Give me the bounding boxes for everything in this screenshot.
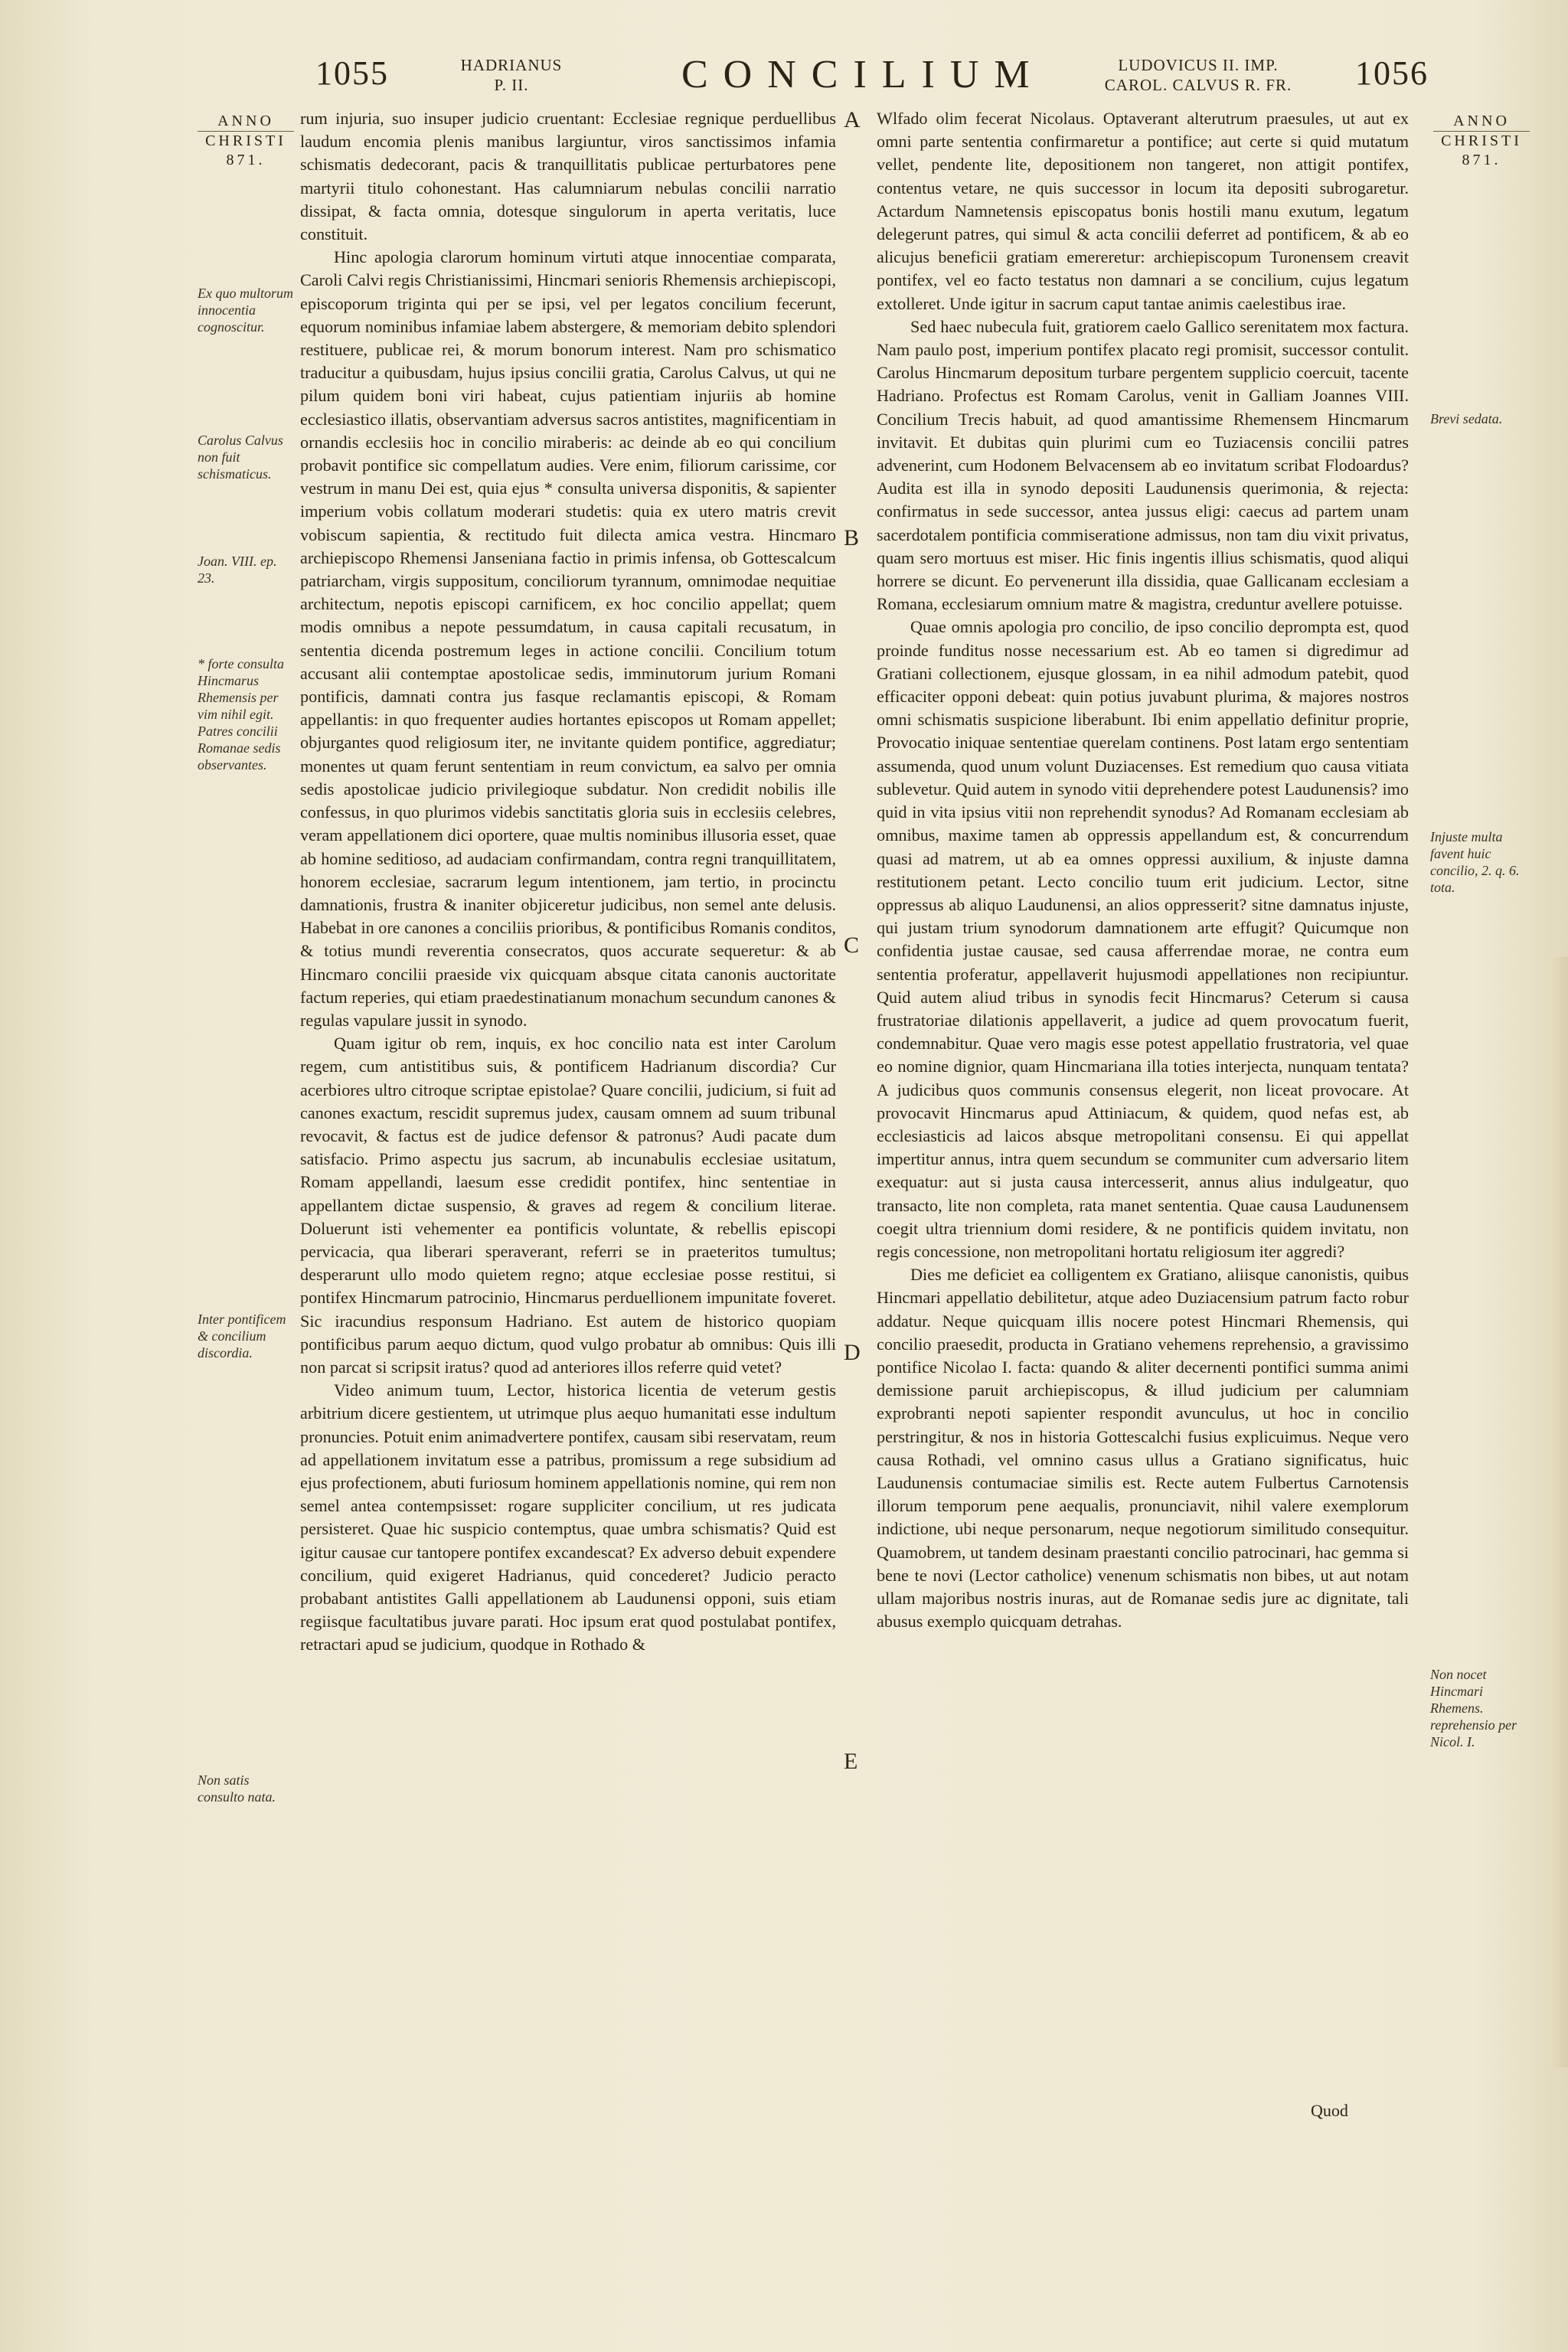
section-letter-e: E — [844, 1749, 858, 1774]
anno-christi-left — [198, 112, 294, 170]
left-paragraph-1: rum injuria, suo insuper judicio cruentant: Ecclesiae regnique perduellibus laudum encomia plenis manibus largiuntur, viros sanctissimos infamia schismatis dedecorant, pacis & tranquillitatis publicae perturbatores pene martyrii titulo cohonestant. Has calumniarum nebulas concilii narratio dissipat, & facta omnia, dotesque singulorum in aperta veritatis, luce constituit. — [300, 109, 836, 244]
section-letter-a: A — [844, 107, 861, 132]
anno-right-line3: 871. — [1462, 152, 1501, 168]
page-number-left: 1055 — [315, 54, 389, 92]
left-paragraph-3: Quam igitur ob rem, inquis, ex hoc concilio nata est inter Carolum regem, cum antistitibus suis, & pontificem Hadrianum discordia? Cur acerbiores ultro citroque scriptae epistolae? Quare concilii, judicium, si fuit ad canones exactum, rescidit supremus judex, causam omnem ad suum tribunal revocavit, & factus est de judice defensor & patronus? Audi pacate dum satisfacio. Primo aspectu jus sacrum, ab incunabulis ecclesiae usitatum, Romam appellandi, laesum esse credidit pontifex, hinc sententiae in appellantem dictae suspensio, & graves ad regem & concilium literae. Doluerunt isti vehementer ea pontificis voluntate, & rebellis episcopi pervicacia, qua liberari speraverant, referri se in praeteritos tumultus; desperarunt ullo modo quietem regno; atque ecclesiae posse restitui, si pontifex Hincmarum patrocinio, Hincmarus perduellionem impunitate foveret. Sic iracundius responsum Hadriano. Est autem de historico quopiam pontificibus parum aequo dictum, quod vulgo probatur ab omnibus: Quis illi non parcat si scripsit iratus? quod ad anteriores illos referre quid vetet? — [300, 1034, 836, 1377]
left-paragraph-2: Hinc apologia clarorum hominum virtuti atque innocentiae comparata, Caroli Calvi regis Christianissimi, Hincmari senioris Rhemensis archiepiscopi, episcoporum triginta qui per se ipsi, vel per legatos concilium fecerunt, equorum nominibus infamiae labem abstergere, & memoriam debito splendori restituere, publicae rei, & morum bonorum interest. Nam pro schismatico traducitur a quibusdam, hujus ipsius concilii gratia, Carolus Calvus, ut qui ne pilum quidem boni viri habeat, cujus patientiam injuriis ab homine ecclesiastico illatis, observantiam adversus sacros antistites, magnificentiam in ornandis ecclesiis hoc in concilio miraberis: ac deinde ab eo qui concilium probavit pontifice sic compellatum audies. Vere enim, filiorum carissime, cor vestrum in manu Dei est, quia ejus * consulta universa disponitis, & sapienter imperium vobis collatum moderari studetis: quia ex utero matris crevit vobiscum sapientia, & rectitudo fuit dilecta amica vestra. Hincmaro archiepiscopo Rhemensi Janseniana factio in primis infensa, ob Gottescalcum patriarcham, virgis suppositum, conciliorum tyrannum, omnimodae nequitiae architectum, nepotis episcopi carnificem, ex hoc concilio appellat; quem modis omnibus a nepote pessumdatum, in causa capitali recusatum, in sententia dicenda postremum leges in actione concilii. Concilium totum accusant alii contemptae apostolicae sedis, imminutorum jurium Romani pontificis, damnati contra jus fasque reclamantis episcopi, & Romam appellantis: in quo frequenter audies hortantes episcopos ut Romam appellet; objurgantes quod religiosum iter, ne invitante quidem pontifice, aggrediatur; monentes ut quam ferunt sententiam in reum convictum, ea salvo per omnia sedis apostolicae judicio privilegioque subdatur. Non credidit nobilis ille confessus, in quo plurimos videbis sanctitatis gloria suis in ecclesiis celebres, veram appellationem dici oportere, quae multis nominibus illusoria esset, quae ab homine seditioso, ad audaciam confirmandam, contra regni tranquillitatem, honorem ecclesiae, sacrarum legum intentionem, jam tertio, in procinctu damnationis, frustra & inaniter objiceretur judicibus, non semel ante delusis. Habebat in ore canones a conciliis prioribus, & pontificibus Romanis conditos, & totius mundi reverentia consecratos, quos accurate sequeretur: & ab Hincmaro concilii praeside vix quicquam absque citata canonis auctoritate factum reperies, qui etiam praedestinatianum monachum secundum canones & regulas vapulare jussit in synodo. — [300, 247, 837, 1030]
section-letter-b: B — [844, 525, 860, 550]
left-running-head — [458, 55, 565, 95]
page-number-right: 1056 — [1355, 54, 1429, 92]
right-paragraph-1: Wlfado olim fecerat Nicolaus. Optaverant alterutrum praesules, ut aut ex omni parte sententia confirmaretur a pontifice; aut certe si quid mutatum vellet, pendente lite, depositionem non tangeret, non attigit pontifex, contentus vetare, ne quis successor in locum ita depositi subrogaretur. Actardum Namnetensis episcopatus bonis hostili manu exutum, legatum delegerunt patres, qui simul & acta concilii deferret ad pontificem, & ab eo alicujus beneficii gratiam emereretur: archiepiscopum Turonensem creavit pontifex, vel eo facto testatus non damnari a se concilium, cujus legatum extolleret. Unde igitur in sacrum caput tantae animis caelestibus irae. — [877, 109, 1409, 313]
left-margin-note-4: * forte consulta Hincmarus Rhemensis per vim nihil egit. Patres concilii Romanae sedis observantes. — [198, 656, 284, 773]
right-paragraph-3: Quae omnis apologia pro concilio, de ipso concilio deprompta est, quod proinde funditus nosse necessarium est. Ab eo tamen si digredimur ad Gratiani collectionem, ejusque glossam, in ea nihil admodum patebit, quod efficaciter opponi debeat: quin potius juvabunt plurima, & majores nostros omni schismatis suspicione liberabunt. Ibi enim appellatio definitur proprie, Provocatio iniquae sententiae querelam continens. Post latam ergo sententiam assumenda, quod unum volunt Duziacenses. Est remedium quo causa vitiata sublevetur. Quid autem in synodo vitii deprehendere potest Laudunensis? imo quid in vita ipsius vitii non reprehendit synodus? Ad Romanam ecclesiam ab omnibus, maxime tamen ab oppressis appellandum est, & concurrendum quasi ad matrem, ut ab ea omnes oppressi auxilium, & injuste damna restitutionem petant. Lecto concilio tuum erit judicium. Lector, sitne oppressus ab aliquo Laudunensi, an alios oppresserit? sitne damnatus injuste, qui justam trium synodorum damnationem arte effugit? Quicumque non confidentia justae causae, sed causa afferrendae morae, ne contra eum sententia proferatur, appellaverit hujusmodi appellationes non recipiuntur. Quid autem aliud tribus in synodis fecit Hincmarus? Ceterum si causa frustratoriae dilationis appellaverit, a judice ad quem provocatum fuerit, condemnabitur. Quae vero magis esse potest appellatio frustratoria, vel quae eo nomine dignior, quam Hincmariana illa toties interjecta, nunquam tentata? A judicibus quos communis consensus elegerit, non liceat provocare. At provocavit Hincmarus apud Attiniacum, & quidem, quod nefas est, ab ecclesiasticis ad laicos absque metropolitani consensu. Ei qui appellat impertitur annus, intra quem secundum se communiter cum adversario litem exequatur: aut si justa causa intercesserit, annus alius indulgeatur, quo transacto, lite non completa, rata manet sententia. Quae causa Laudunensem coegit ultra triennium domi residere, & ne pontificis quidem invitatu, non regis concessione, non metropolitani hortatu religiosum iter aggredi? — [877, 617, 1409, 1261]
running-header — [0, 47, 1568, 116]
left-paragraph-4: Video animum tuum, Lector, historica licentia de veterum gestis arbitrium dicere gestientem, ut utrimque plus aequo humanitati esse indultum pronuncies. Potuit enim animadvertere pontifex, causam sibi reservatam, reum ad appellationem invitatum esse a patribus, promissum a rege subsidium ad ejus profectionem, abuti furiosum hominem appellationis nomine, qui rem non semel antea contempsisset: rogare suppliciter concilium, ut res judicata persisteret. Quae hic suspicio contemptus, quae umbra schismatis? Quid est igitur causae cur tantopere pontifex excandescat? Ex adverso debuit expendere concilium, quid exigeret Hadrianus, quid concederet? Judicio peracto probabant antistites Galli appellationem ab Laudunensi opponi, suis etiam regiisque facultatibus juvare parati. Hoc ipsum erat quod postulabat pontifex, retractari apud se judicium, quodque in Rothado & — [300, 1380, 836, 1655]
anno-left-line2: CHRISTI — [198, 131, 294, 151]
right-margin-note-1: Brevi sedata. — [1430, 411, 1503, 426]
right-paragraph-2: Sed haec nubecula fuit, gratiorem caelo Gallico serenitatem mox factura. Nam paulo post, imperium pontifex placato regi promisit, successor contulit. Carolus Hincmarum depositum turbare pergentem supplicio coercuit, tacente Hadriano. Profectus est Romam Carolus, venit in Galliam Joannes VIII. Concilium Trecis habuit, ad quod amantissime Rhemensem Hincmarum invitavit. Et dubitas quin plurimi cum eo Tuziacensis concilii patres advenerint, cum Hodonem Belvacensem ab eo invitatum scribat Flodoardus? Audita est illa in synodo depositi Laudunensis querimonia, & rejecta: confirmatus in sede successor, antea jussus eligi: caecus ad partem unam sacerdotalem pontificia commiseratione admissus, non tam diu vixit privatus, quam sero mortuus est miser. Hic finis ingentis illius schismatis, quod aliqui horrere se dicunt. Eo pervenerunt illa dissidia, quae Gallicanam ecclesiam a Romana, ecclesiarum omnium matre & magistra, creduntur avellere potuisse. — [877, 316, 1409, 614]
catchword: Quod — [1311, 2101, 1348, 2120]
left-head-line1: HADRIANUS — [460, 56, 563, 74]
anno-christi-right — [1433, 112, 1530, 170]
right-head-line1: LUDOVICUS II. IMP. — [1118, 56, 1279, 74]
left-margin-note-5: Inter pontificem & concilium discordia. — [198, 1312, 286, 1361]
left-text-column — [300, 107, 836, 1657]
anno-left-line3: 871. — [226, 152, 266, 168]
anno-right-line1: ANNO — [1453, 113, 1510, 129]
right-running-head — [1072, 55, 1325, 95]
left-margin-note-6: Non satis consulto nata. — [198, 1772, 276, 1805]
left-margin-note-2: Carolus Calvus non fuit schismaticus. — [198, 433, 283, 482]
section-letter-d: D — [844, 1340, 861, 1365]
left-head-line2: P. II. — [494, 76, 529, 94]
adjacent-page-edge — [1550, 957, 1568, 2067]
section-letter-c: C — [844, 933, 860, 958]
right-head-line2: CAROL. CALVUS R. FR. — [1104, 76, 1292, 94]
right-margin-note-2: Injuste multa favent huic concilio, 2. q. 6. tota. — [1430, 829, 1520, 895]
page-title: CONCILIUM — [681, 53, 1045, 96]
left-margin-note-1: Ex quo multorum innocentia cognoscitur. — [198, 286, 293, 335]
anno-right-line2: CHRISTI — [1433, 131, 1530, 151]
right-margin-note-3: Non nocet Hincmari Rhemens. reprehensio per Nicol. I. — [1430, 1667, 1517, 1749]
left-margin-note-3: Joan. VIII. ep. 23. — [198, 554, 277, 586]
anno-left-line1: ANNO — [217, 113, 274, 129]
right-paragraph-4: Dies me deficiet ea colligentem ex Gratiano, aliisque canonistis, quibus Hincmari appellatio debilitetur, atque adeo Duziacensium patrum facto robur addatur. Neque quicquam illis nocere potest Hincmari Rhemensis, qui concilio praesedit, producta in Gratiano vehemens reprehensio, a gravissimo pontifice Nicolao I. facta: quando & aliter decernenti pontifici summa animi demissione paruit archiepiscopus, & illud judicium per calumniam exprobranti nepoti sapienter respondit avunculus, ut hoc in concilio perstringitur, & nos in historia Gottescalchi fusius explicuimus. Neque vero causa Rothadi, vel omnino casus ullus a Gratiano significatus, huic Laudunensis contumaciae similis est. Recte autem Fulbertus Carnotensis illorum temporum pene aequalis, pronunciavit, nihil valere exemplorum indictione, ubi neque personarum, neque negotiorum similitudo consequitur. Quamobrem, ut tandem desinam praestanti concilio patrocinari, hac gemma si bene te novi (Lector catholice) venenum schismatis non bibes, ut aut notam ullam majoribus nostris inuras, aut de Romanae sedis jure ac dignitate, tali abusus exemplo quicquam detrahas. — [877, 1265, 1409, 1632]
right-text-column — [877, 107, 1409, 1633]
